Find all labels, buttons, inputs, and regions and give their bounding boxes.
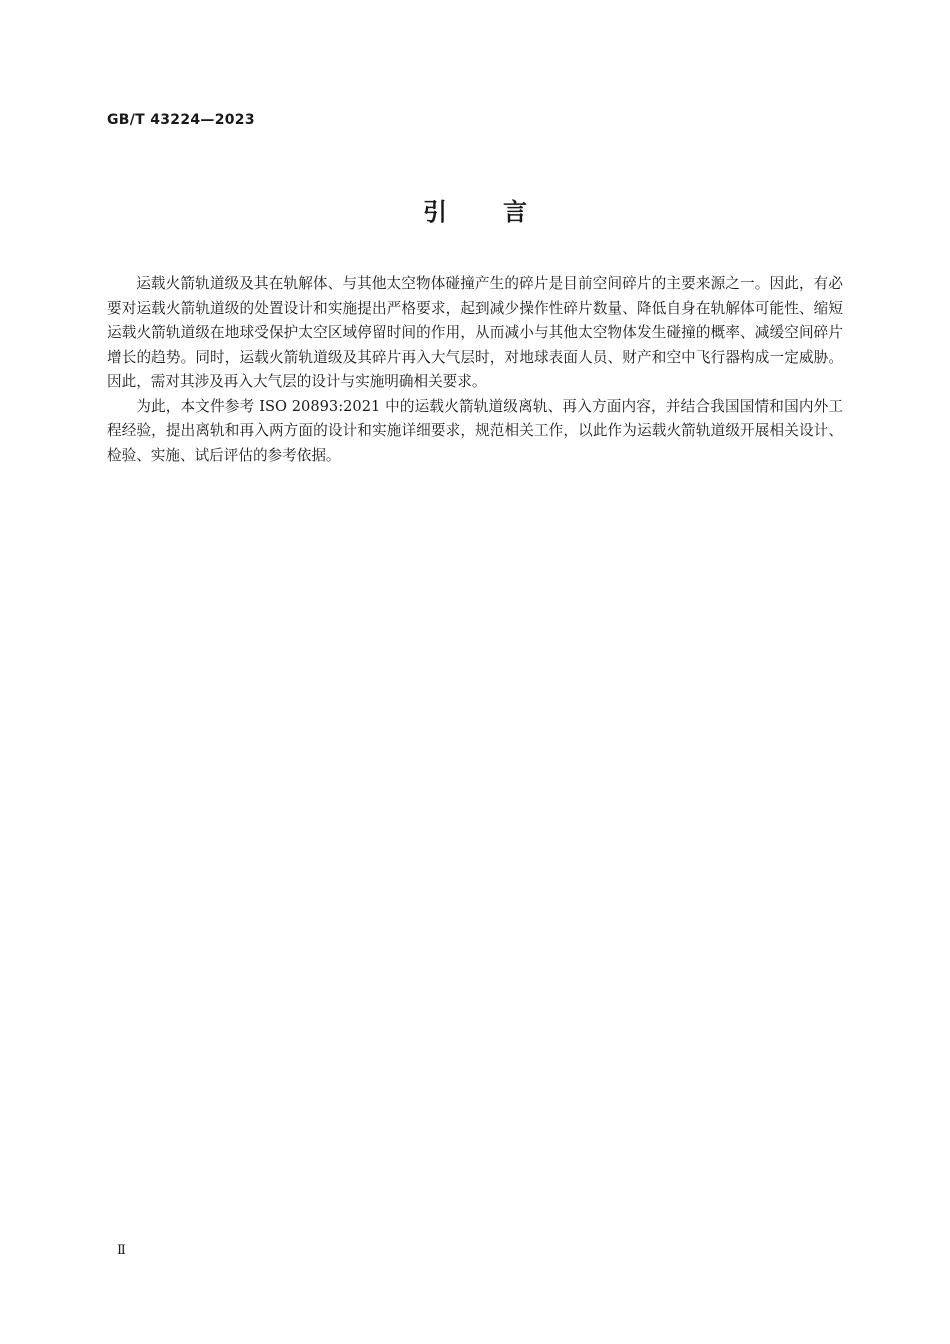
paragraph: 为此，本文件参考 ISO 20893:2021 中的运载火箭轨道级离轨、再入方面内容，并结合我国国情和国内外工程经验，提出离轨和再入两方面的设计和实施详细要求，规范相关工作，以此作为运载火箭轨道级开展相关设计、检验、实施、试后评估的参考依据。 [107,397,843,464]
standard-number: GB/T 43224—2023 [107,112,255,128]
paragraph: 运载火箭轨道级及其在轨解体、与其他太空物体碰撞产生的碎片是目前空间碎片的主要来源之一。因此，有必要对运载火箭轨道级的处置设计和实施提出严格要求，起到减少操作性碎片数量、降低自身在轨解体可能性、缩短运载火箭轨道级在地球受保护太空区域停留时间的作用，从而减小与其他太空物体发生碰撞的概率、减缓空间碎片增长的趋势。同时，运载火箭轨道级及其碎片再入大气层时，对地球表面人员、财产和空中飞行器构成一定威胁。因此，需对其涉及再入大气层的设计与实施明确相关要求。 [107,275,843,390]
page-number: Ⅱ [117,1243,126,1258]
page-title: 引言 [423,198,583,226]
introduction-body [107,272,843,468]
